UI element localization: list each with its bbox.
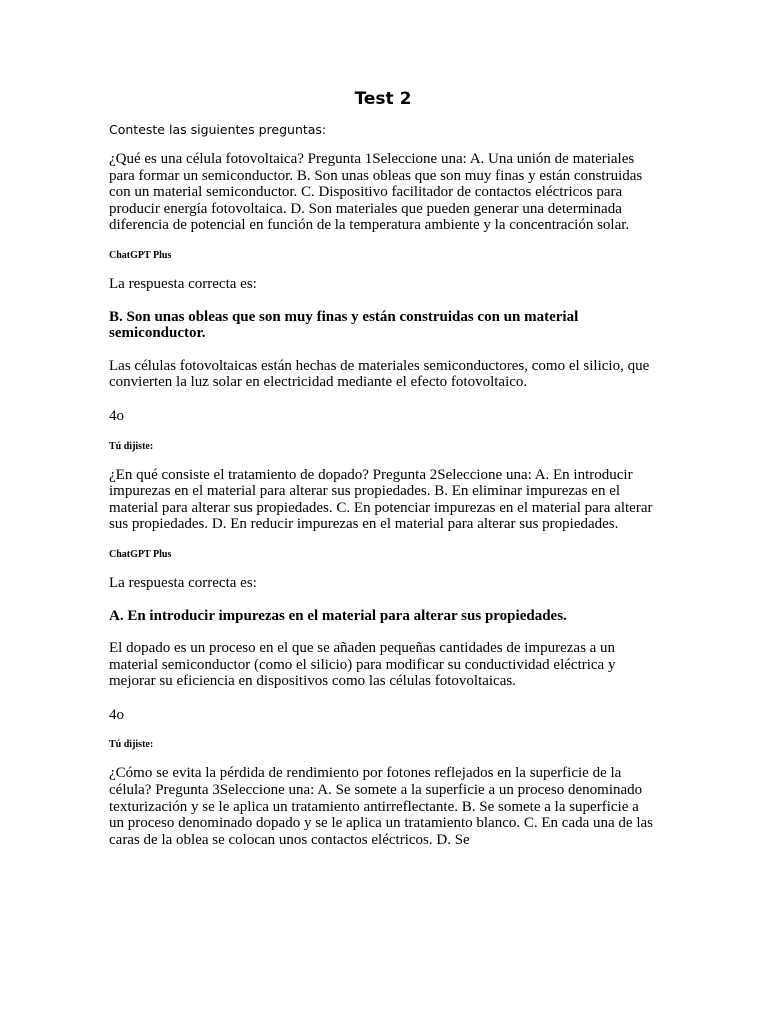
chatgpt-label-1: ChatGPT Plus [109,249,172,261]
question-3: ¿Cómo se evita la pérdida de rendimiento por fotones reflejados en la superficie de la célula? Pregunta 3Seleccione una: A. Se somete a la superficie a un proceso denominado texturización y se le aplica un tratamiento antirreflectante. B. Se somete a la superficie a un proceso denominado dopado y se le aplica un tratamiento blanco. C. En cada una de las caras de la oblea se colocan unos contactos eléctricos. D. Se [109,765,653,848]
question-2: ¿En qué consiste el tratamiento de dopado? Pregunta 2Seleccione una: A. En introducir impurezas en el material para alterar sus propiedades. B. En eliminar impurezas en el material para alterar sus propiedades. C. En potenciar impurezas en el material para alterar sus propiedades. D. En reducir impurezas en el material para alterar sus propiedades. [109,466,653,533]
instructions-text: Conteste las siguientes preguntas: [109,122,327,137]
explanation-2: El dopado es un proceso en el que se añaden pequeñas cantidades de impurezas a un material semiconductor (como el silicio) para modificar su conductividad eléctrica y mejorar su eficiencia en dispositivos como las células fotovoltaicas. [109,640,616,690]
question-1: ¿Qué es una célula fotovoltaica? Pregunta 1Seleccione una: A. Una unión de materiales para formar un semiconductor. B. Son unas obleas que son muy finas y están construidas con un material semiconductor. C. Dispositivo facilitador de contactos eléctricos para producir energía fotovoltaica. D. Son materiales que pueden generar una determinada diferencia de potencial en función de la temperatura ambiente y la concentración solar. [109,151,643,234]
model-tag-2: 4o [109,706,124,723]
answer-intro-2: La respuesta correcta es: [109,574,257,591]
answer-intro-1: La respuesta correcta es: [109,275,257,292]
user-label-1: Tú dijiste: [109,440,154,452]
model-tag-1: 4o [109,407,124,424]
chatgpt-label-2: ChatGPT Plus [109,548,172,560]
explanation-1: Las células fotovoltaicas están hechas de materiales semiconductores, como el silicio, que convierten la luz solar en electricidad mediante el efecto fotovoltaico. [109,357,650,391]
answer-2: A. En introducir impurezas en el material para alterar sus propiedades. [109,607,567,624]
answer-1: B. Son unas obleas que son muy finas y están construidas con un material semiconductor. [109,308,579,342]
user-label-2: Tú dijiste: [109,739,154,751]
document-body [109,88,657,848]
document-title: Test 2 [354,89,412,109]
